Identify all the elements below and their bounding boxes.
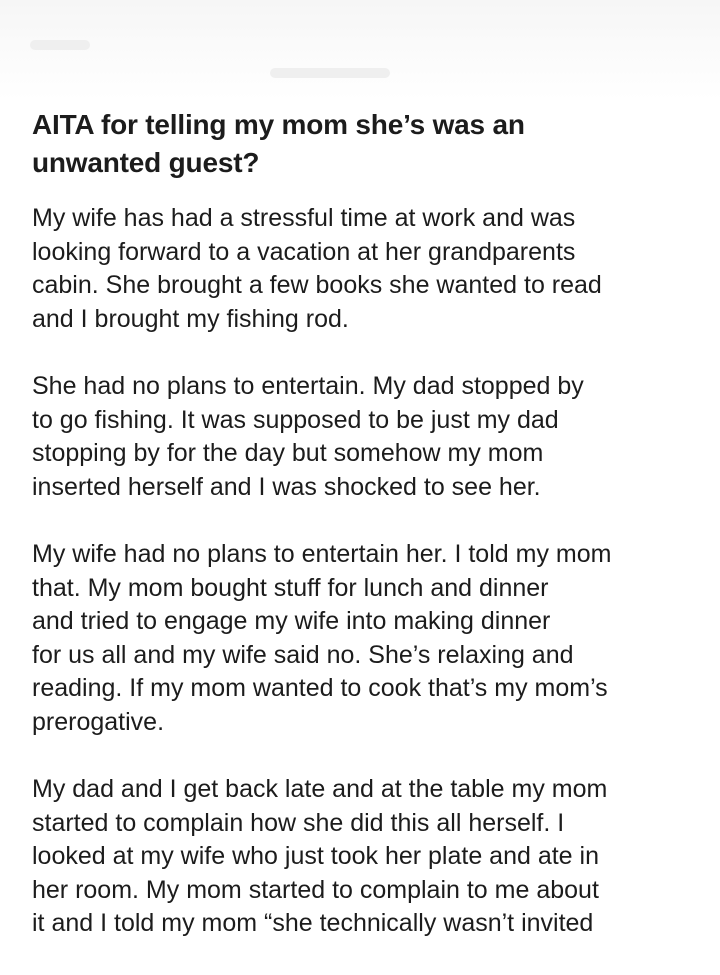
paragraph [32, 538, 692, 739]
text-line: reading. If my mom wanted to cook that’s my mom’s [32, 674, 608, 702]
text-line: looked at my wife who just took her plate and ate in [32, 842, 599, 870]
text-line: and tried to engage my wife into making dinner [32, 607, 551, 635]
post-body [32, 202, 692, 941]
text-line: her room. My mom started to complain to me about [32, 875, 599, 904]
text-line: My dad and I get back late and at the table my mom [32, 775, 608, 803]
post-title [32, 106, 692, 182]
faded-header-text [30, 40, 90, 50]
faded-header-text [270, 68, 390, 78]
text-line: for us all and my wife said no. She’s relaxing and [32, 640, 574, 669]
text-line: it and I told my mom “she technically wasn’t invited [32, 909, 594, 937]
text-line: My wife had no plans to entertain her. I told my mom [32, 540, 612, 568]
paragraph [32, 773, 692, 941]
text-line: prerogative. [32, 707, 165, 736]
post [32, 106, 692, 975]
text-line: and I brought my fishing rod. [32, 304, 349, 333]
text-line: to go fishing. It was supposed to be just my dad [32, 405, 559, 434]
text-line: My wife has had a stressful time at work and was [32, 204, 576, 232]
title-line: unwanted guest? [32, 147, 260, 178]
paragraph [32, 370, 692, 504]
text-line: She had no plans to entertain. My dad stopped by [32, 372, 584, 400]
paragraph [32, 202, 692, 336]
text-line: that. My mom bought stuff for lunch and dinner [32, 573, 549, 602]
header-fade [0, 0, 720, 100]
title-line: AITA for telling my mom she’s was an [32, 109, 525, 140]
text-line: looking forward to a vacation at her grandparents [32, 237, 576, 266]
text-line: cabin. She brought a few books she wanted to read [32, 271, 602, 299]
text-line: inserted herself and I was shocked to see her. [32, 472, 541, 501]
text-line: started to complain how she did this all herself. I [32, 808, 565, 837]
text-line: stopping by for the day but somehow my mom [32, 439, 544, 467]
